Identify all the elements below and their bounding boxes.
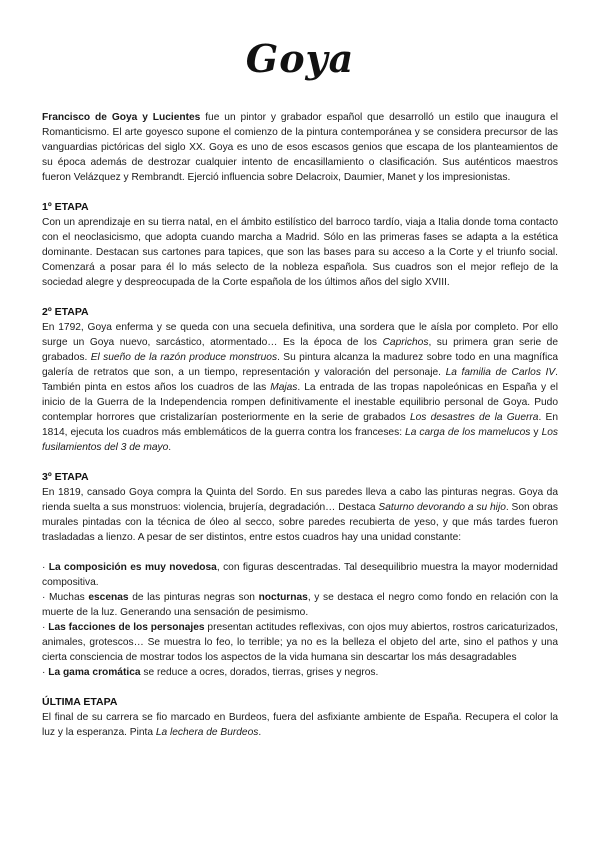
list-item: · La gama cromática se reduce a ocres, dorados, tierras, grises y negros. [42, 667, 379, 678]
list-item: · La composición es muy novedosa, con figuras descentradas. Tal desequilibrio muestra la mayor modernidad compositiva. [42, 562, 558, 588]
page-title: Goya [245, 36, 355, 81]
characteristics-list [42, 560, 558, 680]
section-ultima-etapa [42, 695, 558, 740]
section-paragraph: En 1792, Goya enferma y se queda con una secuela definitiva, una sordera que le aísla por completo. Por ello surge un Goya nuevo, sarcástico, atormentado… Es la época de los Caprichos, su primera gran serie de grabados. El sueño de la razón produce monstruos. Su pintura alcanza la madurez sobre todo en una magnífica galería de retratos que son, a un tiempo, representación y valoración del personaje. La familia de Carlos IV. También pinta en estos años los cuadros de las Majas. La entrada de las tropas napoleónicas en España y el inicio de la Guerra de la Independencia rompen definitivamente el inestable equilibrio personal de Goya. Pudo contemplar horrores que cristalizarían posteriormente en la serie de grabados Los desastres de la Guerra. En 1814, ejecuta los cuadros más emblemáticos de la guerra contra los franceses: La carga de los mamelucos y Los fusilamientos del 3 de mayo. [42, 322, 558, 453]
artist-name: Francisco de Goya y Lucientes [42, 112, 201, 123]
section-etapa-3 [42, 470, 558, 680]
section-heading: 3º ETAPA [42, 471, 89, 483]
list-item: · Muchas escenas de las pinturas negras son nocturnas, y se destaca el negro como fondo en relación con la muerte de la luz. Generando una sensación de pesimismo. [42, 592, 558, 618]
list-item: · Las facciones de los personajes presentan actitudes reflexivas, con ojos muy abiertos, rostros caricaturizados, animales, grotescos… Se muestra lo feo, lo terrible; ya no es la belleza el objeto del arte, sino el pathos y una cierta consciencia de mostrar todos los aspectos de la vida humana sin descartar los más desagradables [42, 622, 558, 663]
section-etapa-2 [42, 305, 558, 455]
section-heading: ÚLTIMA ETAPA [42, 696, 118, 708]
section-etapa-1 [42, 200, 558, 290]
section-paragraph: El final de su carrera se fio marcado en Burdeos, fuera del asfixiante ambiente de España. Recupera el color la luz y la esperanza. Pinta La lechera de Burdeos. [42, 712, 558, 738]
section-paragraph: En 1819, cansado Goya compra la Quinta del Sordo. En sus paredes lleva a cabo las pinturas negras. Goya da rienda suelta a sus monstruos: violencia, brujería, degradación… Destaca Saturno devorando a su hijo. Son obras murales pintadas con la técnica de óleo al secco, sobre paredes recubierta de yeso, y que más tardes fueron trasladadas a lienzo. A pesar de ser distintos, entre estos cuadros hay una unidad constante: [42, 487, 559, 543]
section-paragraph: Con un aprendizaje en su tierra natal, en el ámbito estilístico del barroco tardío, viaja a Italia donde toma contacto con el neoclasicismo, que adopta cuando marcha a Madrid. Sólo en las primeras fases se adapta a la estética dominante. Destacan sus cartones para tapices, que son las bases para su acceso a la Corte y el triunfo social. Comenzará a posar para él lo más selecto de la nobleza española. Sus cuadros son el mejor reflejo de la sociedad alegre y despreocupada de la Corte española de los últimos años del siglo XVIII. [42, 217, 558, 288]
section-heading: 1º ETAPA [42, 201, 89, 213]
intro-paragraph: Francisco de Goya y Lucientes fue un pintor y grabador español que desarrolló un estilo que inaugura el Romanticismo. El arte goyesco supone el comienzo de la pintura contemporánea y se considera precursor de las vanguardias pictóricas del siglo XX. Goya es uno de esos escasos genios que escapa de los planteamientos de su época además de destrozar cualquier intento de encasillamiento o clasificación. Sus auténticos maestros fueron Velázquez y Rembrandt. Ejerció influencia sobre Delacroix, Daumier, Manet y los impresionistas. [42, 112, 558, 183]
section-heading: 2º ETAPA [42, 306, 89, 318]
